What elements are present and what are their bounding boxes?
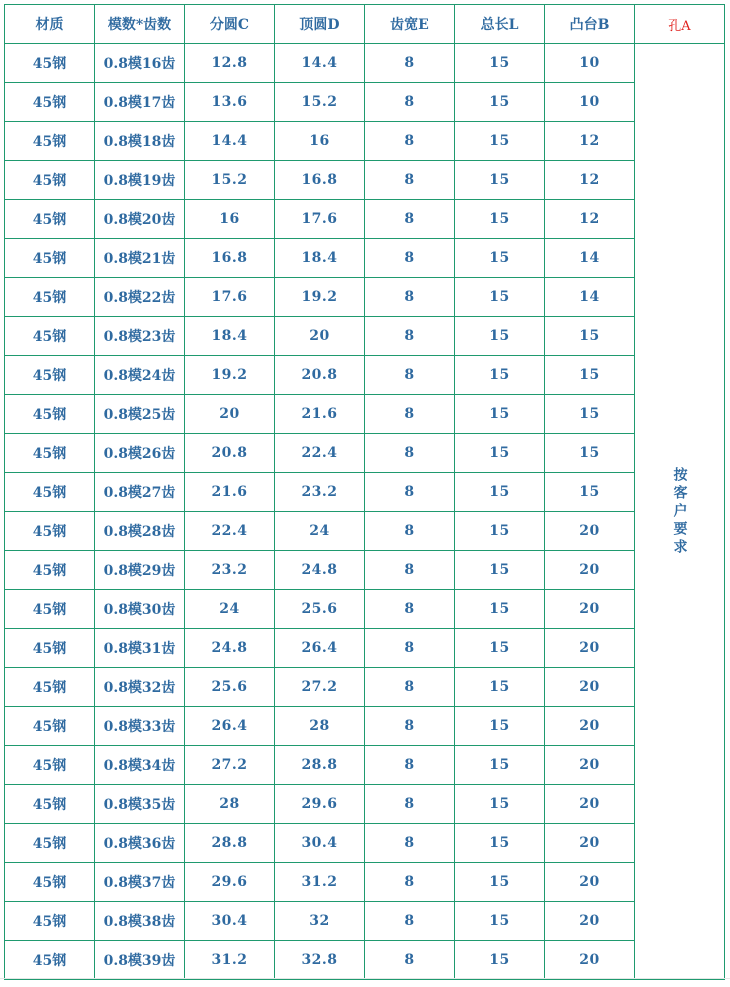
cell-pitch-circle[interactable]: 17.6 [185,278,275,317]
cell-total-length[interactable]: 15 [455,668,545,707]
cell-tip-circle[interactable]: 31.2 [275,863,365,902]
table-row [5,785,725,824]
table-row [5,668,725,707]
table-row [5,239,725,278]
cell-pitch-circle[interactable]: 22.4 [185,512,275,551]
cell-module-teeth[interactable]: 0.8模37齿 [95,863,185,902]
cell-material[interactable]: 45钢 [5,746,95,785]
cell-boss[interactable]: 14 [545,239,635,278]
cell-boss[interactable]: 20 [545,863,635,902]
cell-tip-circle[interactable]: 16.8 [275,161,365,200]
cell-face-width[interactable]: 8 [365,629,455,668]
table-row [5,161,725,200]
cell-material[interactable]: 45钢 [5,824,95,863]
cell-tip-circle[interactable]: 32.8 [275,941,365,980]
cell-total-length[interactable]: 15 [455,200,545,239]
cell-tip-circle[interactable]: 26.4 [275,629,365,668]
cell-boss[interactable]: 20 [545,824,635,863]
cell-boss[interactable]: 20 [545,902,635,941]
cell-boss[interactable]: 20 [545,590,635,629]
cell-pitch-circle[interactable]: 31.2 [185,941,275,980]
cell-material[interactable]: 45钢 [5,512,95,551]
cell-total-length[interactable]: 15 [455,278,545,317]
cell-material[interactable]: 45钢 [5,590,95,629]
cell-material[interactable]: 45钢 [5,863,95,902]
cell-total-length[interactable]: 15 [455,551,545,590]
cell-tip-circle[interactable]: 19.2 [275,278,365,317]
cell-total-length[interactable]: 15 [455,161,545,200]
cell-boss[interactable]: 14 [545,278,635,317]
cell-tip-circle[interactable]: 24 [275,512,365,551]
cell-pitch-circle[interactable]: 29.6 [185,863,275,902]
cell-pitch-circle[interactable]: 24 [185,590,275,629]
table-row [5,707,725,746]
cell-pitch-circle[interactable]: 14.4 [185,122,275,161]
cell-material[interactable]: 45钢 [5,551,95,590]
header-material[interactable]: 材质 [5,5,95,44]
table-row [5,824,725,863]
cell-boss[interactable]: 15 [545,395,635,434]
cell-pitch-circle[interactable]: 28 [185,785,275,824]
cell-total-length[interactable]: 15 [455,473,545,512]
cell-face-width[interactable]: 8 [365,590,455,629]
cell-pitch-circle[interactable]: 18.4 [185,317,275,356]
cell-face-width[interactable]: 8 [365,395,455,434]
cell-tip-circle[interactable]: 20 [275,317,365,356]
cell-face-width[interactable]: 8 [365,317,455,356]
cell-module-teeth[interactable]: 0.8模35齿 [95,785,185,824]
header-pitch-circle[interactable]: 分圆C [185,5,275,44]
cell-material[interactable]: 45钢 [5,44,95,83]
cell-boss[interactable]: 15 [545,317,635,356]
cell-total-length[interactable]: 15 [455,746,545,785]
header-boss[interactable]: 凸台B [545,5,635,44]
bore-note-merged-cell[interactable]: 按客户要求 [635,44,725,980]
cell-face-width[interactable]: 8 [365,941,455,980]
cell-tip-circle[interactable]: 14.4 [275,44,365,83]
cell-pitch-circle[interactable]: 30.4 [185,902,275,941]
cell-pitch-circle[interactable]: 27.2 [185,746,275,785]
table-row [5,317,725,356]
cell-tip-circle[interactable]: 22.4 [275,434,365,473]
table-row [5,902,725,941]
cell-face-width[interactable]: 8 [365,707,455,746]
cell-pitch-circle[interactable]: 23.2 [185,551,275,590]
cell-total-length[interactable]: 15 [455,356,545,395]
cell-pitch-circle[interactable]: 12.8 [185,44,275,83]
cell-face-width[interactable]: 8 [365,902,455,941]
table-row [5,746,725,785]
cell-module-teeth[interactable]: 0.8模18齿 [95,122,185,161]
cell-total-length[interactable]: 15 [455,590,545,629]
cell-pitch-circle[interactable]: 26.4 [185,707,275,746]
cell-face-width[interactable]: 8 [365,746,455,785]
cell-total-length[interactable]: 15 [455,902,545,941]
cell-tip-circle[interactable]: 24.8 [275,551,365,590]
cell-boss[interactable]: 20 [545,785,635,824]
cell-pitch-circle[interactable]: 19.2 [185,356,275,395]
cell-tip-circle[interactable]: 28 [275,707,365,746]
cell-total-length[interactable]: 15 [455,239,545,278]
cell-total-length[interactable]: 15 [455,434,545,473]
cell-module-teeth[interactable]: 0.8模16齿 [95,44,185,83]
cell-module-teeth[interactable]: 0.8模28齿 [95,512,185,551]
cell-module-teeth[interactable]: 0.8模20齿 [95,200,185,239]
cell-face-width[interactable]: 8 [365,512,455,551]
cell-module-teeth[interactable]: 0.8模27齿 [95,473,185,512]
cell-tip-circle[interactable]: 16 [275,122,365,161]
cell-material[interactable]: 45钢 [5,161,95,200]
cell-face-width[interactable]: 8 [365,200,455,239]
cell-face-width[interactable]: 8 [365,278,455,317]
table-row [5,629,725,668]
cell-total-length[interactable]: 15 [455,824,545,863]
header-total-length[interactable]: 总长L [455,5,545,44]
cell-material[interactable]: 45钢 [5,395,95,434]
cell-module-teeth[interactable]: 0.8模19齿 [95,161,185,200]
cell-boss[interactable]: 15 [545,434,635,473]
cell-total-length[interactable]: 15 [455,941,545,980]
cell-total-length[interactable]: 15 [455,863,545,902]
cell-boss[interactable]: 20 [545,512,635,551]
cell-face-width[interactable]: 8 [365,434,455,473]
table-row [5,473,725,512]
cell-face-width[interactable]: 8 [365,824,455,863]
table-row [5,44,725,83]
cell-boss[interactable]: 10 [545,44,635,83]
cell-face-width[interactable]: 8 [365,863,455,902]
cell-boss[interactable]: 12 [545,200,635,239]
cell-material[interactable]: 45钢 [5,83,95,122]
cell-material[interactable]: 45钢 [5,278,95,317]
cell-module-teeth[interactable]: 0.8模30齿 [95,590,185,629]
cell-module-teeth[interactable]: 0.8模23齿 [95,317,185,356]
cell-boss[interactable]: 20 [545,551,635,590]
cell-face-width[interactable]: 8 [365,122,455,161]
cell-face-width[interactable]: 8 [365,356,455,395]
cell-tip-circle[interactable]: 30.4 [275,824,365,863]
cell-module-teeth[interactable]: 0.8模38齿 [95,902,185,941]
cell-tip-circle[interactable]: 17.6 [275,200,365,239]
cell-material[interactable]: 45钢 [5,356,95,395]
cell-pitch-circle[interactable]: 16 [185,200,275,239]
cell-total-length[interactable]: 15 [455,512,545,551]
cell-total-length[interactable]: 15 [455,707,545,746]
cell-boss[interactable]: 10 [545,83,635,122]
cell-face-width[interactable]: 8 [365,473,455,512]
table-row [5,590,725,629]
cell-material[interactable]: 45钢 [5,200,95,239]
table-row [5,551,725,590]
cell-total-length[interactable]: 15 [455,317,545,356]
table-row [5,278,725,317]
cell-pitch-circle[interactable]: 15.2 [185,161,275,200]
cell-tip-circle[interactable]: 28.8 [275,746,365,785]
cell-face-width[interactable]: 8 [365,239,455,278]
cell-material[interactable]: 45钢 [5,473,95,512]
cell-module-teeth[interactable]: 0.8模24齿 [95,356,185,395]
cell-face-width[interactable]: 8 [365,161,455,200]
table-row [5,512,725,551]
cell-tip-circle[interactable]: 23.2 [275,473,365,512]
header-module-teeth[interactable]: 模数*齿数 [95,5,185,44]
cell-total-length[interactable]: 15 [455,395,545,434]
cell-boss[interactable]: 15 [545,356,635,395]
cell-material[interactable]: 45钢 [5,122,95,161]
cell-pitch-circle[interactable]: 24.8 [185,629,275,668]
table-body [5,44,725,980]
cell-total-length[interactable]: 15 [455,629,545,668]
cell-module-teeth[interactable]: 0.8模33齿 [95,707,185,746]
cell-total-length[interactable]: 15 [455,44,545,83]
cell-material[interactable]: 45钢 [5,668,95,707]
cell-material[interactable]: 45钢 [5,902,95,941]
cell-material[interactable]: 45钢 [5,707,95,746]
cell-module-teeth[interactable]: 0.8模26齿 [95,434,185,473]
cell-pitch-circle[interactable]: 28.8 [185,824,275,863]
cell-face-width[interactable]: 8 [365,83,455,122]
table-row [5,83,725,122]
cell-tip-circle[interactable]: 27.2 [275,668,365,707]
cell-boss[interactable]: 20 [545,941,635,980]
cell-face-width[interactable]: 8 [365,551,455,590]
header-tip-circle[interactable]: 顶圆D [275,5,365,44]
cell-tip-circle[interactable]: 29.6 [275,785,365,824]
cell-material[interactable]: 45钢 [5,785,95,824]
table-row [5,122,725,161]
cell-total-length[interactable]: 15 [455,83,545,122]
cell-pitch-circle[interactable]: 21.6 [185,473,275,512]
cell-face-width[interactable]: 8 [365,668,455,707]
table-row [5,200,725,239]
cell-face-width[interactable]: 8 [365,785,455,824]
cell-total-length[interactable]: 15 [455,122,545,161]
cell-boss[interactable]: 20 [545,668,635,707]
cell-material[interactable]: 45钢 [5,239,95,278]
cell-module-teeth[interactable]: 0.8模22齿 [95,278,185,317]
table-row [5,863,725,902]
cell-boss[interactable]: 12 [545,161,635,200]
cell-boss[interactable]: 20 [545,629,635,668]
cell-material[interactable]: 45钢 [5,941,95,980]
cell-module-teeth[interactable]: 0.8模17齿 [95,83,185,122]
cell-pitch-circle[interactable]: 20 [185,395,275,434]
cell-boss[interactable]: 15 [545,473,635,512]
cell-tip-circle[interactable]: 32 [275,902,365,941]
cell-module-teeth[interactable]: 0.8模32齿 [95,668,185,707]
cell-tip-circle[interactable]: 25.6 [275,590,365,629]
cell-boss[interactable]: 20 [545,746,635,785]
cell-tip-circle[interactable]: 15.2 [275,83,365,122]
header-row [5,5,725,44]
cell-module-teeth[interactable]: 0.8模34齿 [95,746,185,785]
cell-face-width[interactable]: 8 [365,44,455,83]
table-row [5,356,725,395]
cell-total-length[interactable]: 15 [455,785,545,824]
header-bore[interactable]: 孔A [635,5,725,44]
table-row [5,941,725,980]
cell-pitch-circle[interactable]: 16.8 [185,239,275,278]
cell-boss[interactable]: 12 [545,122,635,161]
cell-module-teeth[interactable]: 0.8模36齿 [95,824,185,863]
cell-module-teeth[interactable]: 0.8模29齿 [95,551,185,590]
cell-tip-circle[interactable]: 20.8 [275,356,365,395]
cell-pitch-circle[interactable]: 13.6 [185,83,275,122]
cell-module-teeth[interactable]: 0.8模39齿 [95,941,185,980]
cell-pitch-circle[interactable]: 20.8 [185,434,275,473]
cell-tip-circle[interactable]: 18.4 [275,239,365,278]
cell-module-teeth[interactable]: 0.8模31齿 [95,629,185,668]
gear-spec-table [4,4,725,980]
cell-module-teeth[interactable]: 0.8模25齿 [95,395,185,434]
cell-tip-circle[interactable]: 21.6 [275,395,365,434]
cell-material[interactable]: 45钢 [5,434,95,473]
table-row [5,434,725,473]
header-face-width[interactable]: 齿宽E [365,5,455,44]
cell-pitch-circle[interactable]: 25.6 [185,668,275,707]
table-row [5,395,725,434]
cell-boss[interactable]: 20 [545,707,635,746]
cell-material[interactable]: 45钢 [5,317,95,356]
cell-module-teeth[interactable]: 0.8模21齿 [95,239,185,278]
cell-material[interactable]: 45钢 [5,629,95,668]
